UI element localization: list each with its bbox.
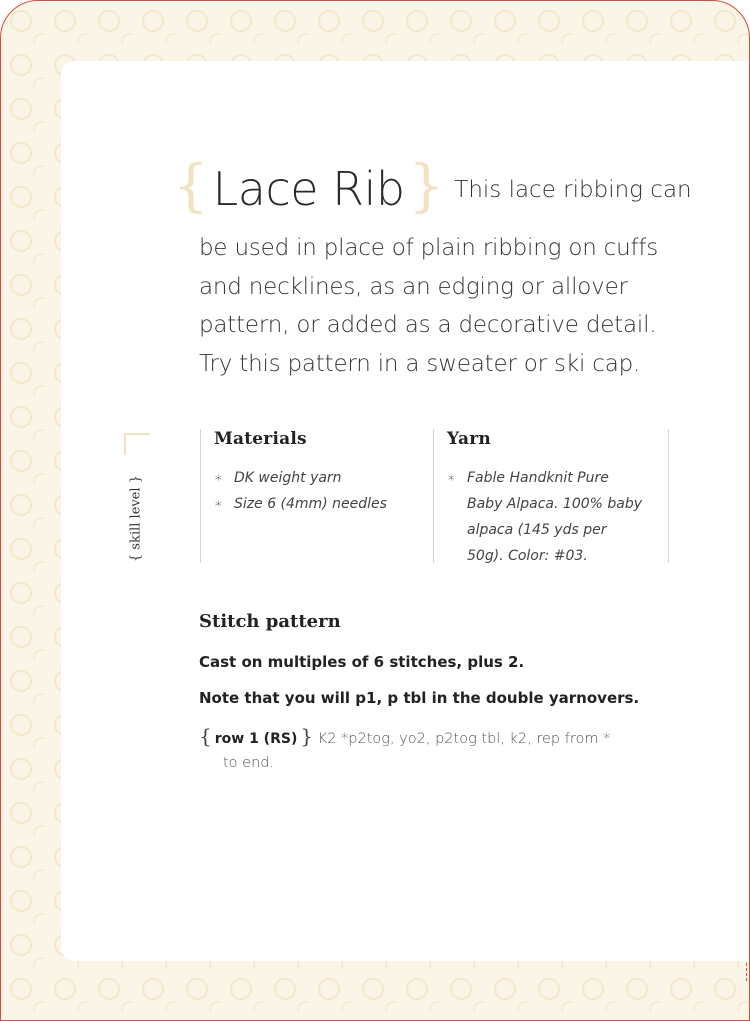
yarn-list <box>447 465 647 569</box>
brace-close-icon: } <box>408 154 445 219</box>
list-item: ∗ DK weight yarn <box>214 465 424 491</box>
divider-middle <box>433 429 434 563</box>
asterisk-icon: ∗ <box>214 496 223 512</box>
skill-brace-close: } <box>128 474 144 484</box>
list-item: ∗ Size 6 (4mm) needles <box>214 491 424 517</box>
skill-label-text: skill level <box>128 487 144 550</box>
skill-level-marker <box>116 431 156 571</box>
row-text-continued: to end. <box>223 755 275 771</box>
asterisk-icon: ∗ <box>214 470 223 486</box>
stitch-pattern-section <box>199 611 679 775</box>
materials-heading: Materials <box>214 429 307 449</box>
lead-paragraph: be used in place of plain ribbing on cuffs and necklines, as an edging or allover pattern, or added as a decorative detail. Try this pattern in a sweater or ski cap. <box>199 235 659 377</box>
stitch-heading: Stitch pattern <box>199 611 341 632</box>
skill-level-label <box>129 459 144 579</box>
cast-on-instruction: Cast on multiples of 6 stitches, plus 2. <box>199 653 525 671</box>
yarn-heading: Yarn <box>447 429 491 449</box>
row-1-instruction <box>199 724 679 775</box>
yarn-section <box>447 429 647 569</box>
skill-brace-open: { <box>128 553 144 563</box>
skill-bar <box>124 433 150 435</box>
yarnover-note: Note that you will p1, p tbl in the double yarnovers. <box>199 689 640 707</box>
asterisk-icon: ∗ <box>447 470 456 486</box>
skill-bar-vertical <box>124 433 126 455</box>
pattern-title: Lace Rib <box>212 162 405 216</box>
materials-list <box>214 465 424 517</box>
materials-section <box>214 429 424 517</box>
brace-open-icon: { <box>173 154 209 219</box>
lead-first-line: This lace ribbing can <box>454 177 692 203</box>
divider-right <box>668 429 669 563</box>
divider-left <box>200 429 201 563</box>
row-text: K2 *p2tog, yo2, p2tog tbl, k2, rep from * <box>317 731 611 747</box>
row-label: row 1 (RS) <box>214 731 298 747</box>
title-line <box>173 154 692 219</box>
list-item: ∗ Fable Handknit Pure Baby Alpaca. 100% baby alpaca (145 yds per 50g). Color: #03. <box>447 465 647 569</box>
row-brace-close: } <box>300 724 314 748</box>
row-brace-open: { <box>199 724 212 748</box>
